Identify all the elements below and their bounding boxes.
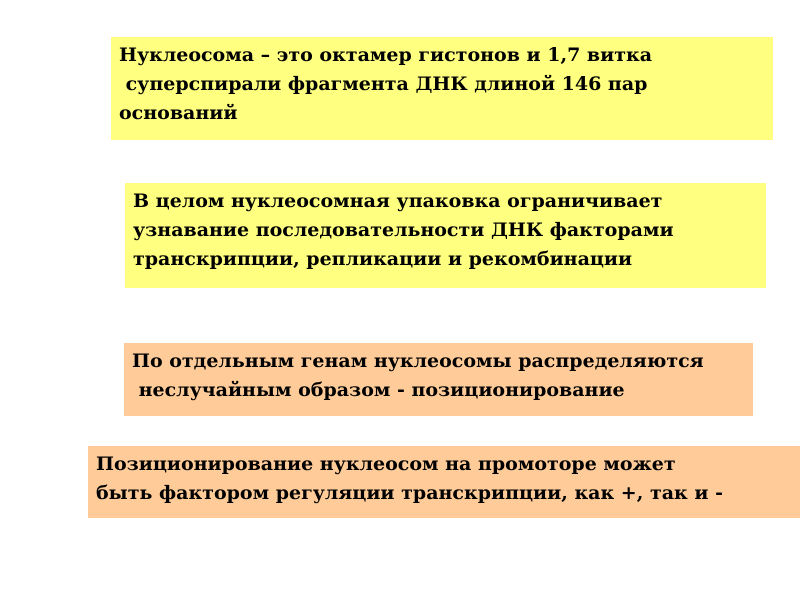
- text-line: В целом нуклеосомная упаковка ограничивает: [133, 190, 663, 212]
- text-line: транскрипции, репликации и рекомбинации: [133, 248, 633, 270]
- nucleosome-definition-block: [111, 37, 773, 140]
- text-line: Позиционирование нуклеосом на промоторе может: [96, 453, 676, 475]
- nonrandom-distribution-block: [124, 343, 753, 416]
- text-line: неслучайным образом - позиционирование: [132, 379, 625, 401]
- text-line: быть фактором регуляции транскрипции, как +, так и -: [96, 482, 723, 504]
- text-line: узнавание последовательности ДНК факторами: [133, 219, 674, 241]
- text-line: суперспирали фрагмента ДНК длиной 146 пар: [119, 73, 648, 95]
- text-line: оснований: [119, 102, 238, 124]
- text-line: По отдельным генам нуклеосомы распределяются: [132, 350, 704, 372]
- packaging-restriction-block: [125, 183, 766, 288]
- text-line: Нуклеосома – это октамер гистонов и 1,7 витка: [119, 44, 653, 66]
- promoter-positioning-block: [88, 446, 800, 518]
